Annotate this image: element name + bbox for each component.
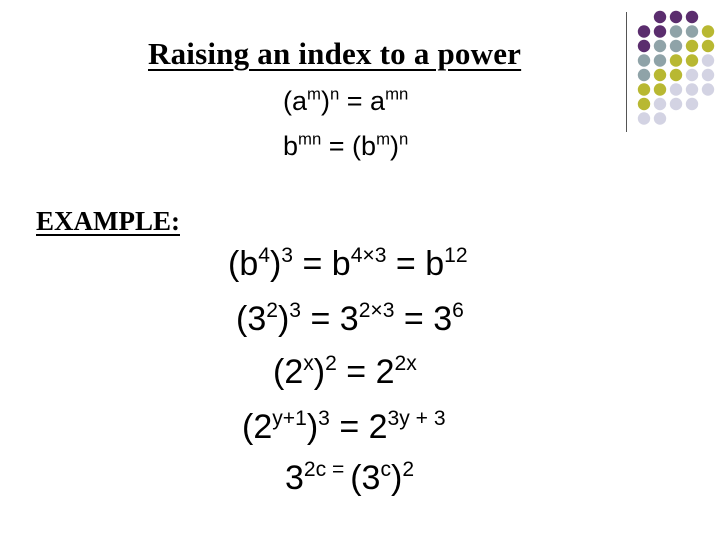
decorative-dot bbox=[702, 54, 714, 66]
decorative-dot bbox=[654, 11, 666, 23]
slide-title: Raising an index to a power bbox=[148, 36, 522, 71]
decorative-dot bbox=[654, 25, 666, 37]
decorative-dot bbox=[638, 98, 650, 110]
decorative-dot bbox=[670, 54, 682, 66]
decorative-dot bbox=[638, 40, 650, 52]
decorative-dot bbox=[638, 83, 650, 95]
decorative-dot bbox=[654, 69, 666, 81]
decorative-dot bbox=[670, 40, 682, 52]
decorative-dot-grid bbox=[636, 10, 720, 125]
decorative-dot bbox=[702, 40, 714, 52]
decorative-dot bbox=[686, 54, 698, 66]
decorative-dot bbox=[686, 98, 698, 110]
decorative-dot bbox=[686, 40, 698, 52]
example-2: $(3^2)^3 = 3^{2\times 3} = 3^6$ bbox=[236, 298, 464, 338]
decorative-dot bbox=[702, 69, 714, 81]
decorative-dot bbox=[654, 83, 666, 95]
decorative-divider bbox=[626, 12, 627, 132]
decorative-dot bbox=[638, 112, 650, 124]
decorative-dot bbox=[702, 25, 714, 37]
decorative-dot bbox=[670, 25, 682, 37]
decorative-dot bbox=[654, 98, 666, 110]
decorative-dot bbox=[686, 11, 698, 23]
decorative-dot bbox=[670, 69, 682, 81]
decorative-dot bbox=[670, 83, 682, 95]
decorative-dot bbox=[654, 54, 666, 66]
example-1: $(b^4)^3 = b^{4\times 3} = b^{12}$ bbox=[228, 243, 468, 283]
decorative-dot bbox=[670, 98, 682, 110]
decorative-dot bbox=[702, 83, 714, 95]
decorative-dot bbox=[686, 69, 698, 81]
decorative-dot bbox=[670, 11, 682, 23]
decorative-dot bbox=[654, 112, 666, 124]
example-label: EXAMPLE: bbox=[36, 206, 180, 236]
decorative-dot bbox=[638, 25, 650, 37]
example-4: $(2^{y+1})^3 = 2^{3y + 3}$ bbox=[242, 406, 446, 446]
decorative-dot bbox=[654, 40, 666, 52]
rule-power-of-power: $(a^m)^n = a^{mn}$ bbox=[283, 84, 409, 116]
decorative-dot bbox=[686, 83, 698, 95]
rule-reverse: $b^{mn} = (b^m)^n$ bbox=[283, 129, 409, 161]
example-3: $(2^x)^2 = 2^{2x}$ bbox=[273, 351, 417, 391]
example-5: $3^{2c =}$ $(3^c)^2$ bbox=[285, 457, 415, 497]
decorative-dot bbox=[638, 54, 650, 66]
decorative-dot bbox=[638, 69, 650, 81]
decorative-dot bbox=[686, 25, 698, 37]
